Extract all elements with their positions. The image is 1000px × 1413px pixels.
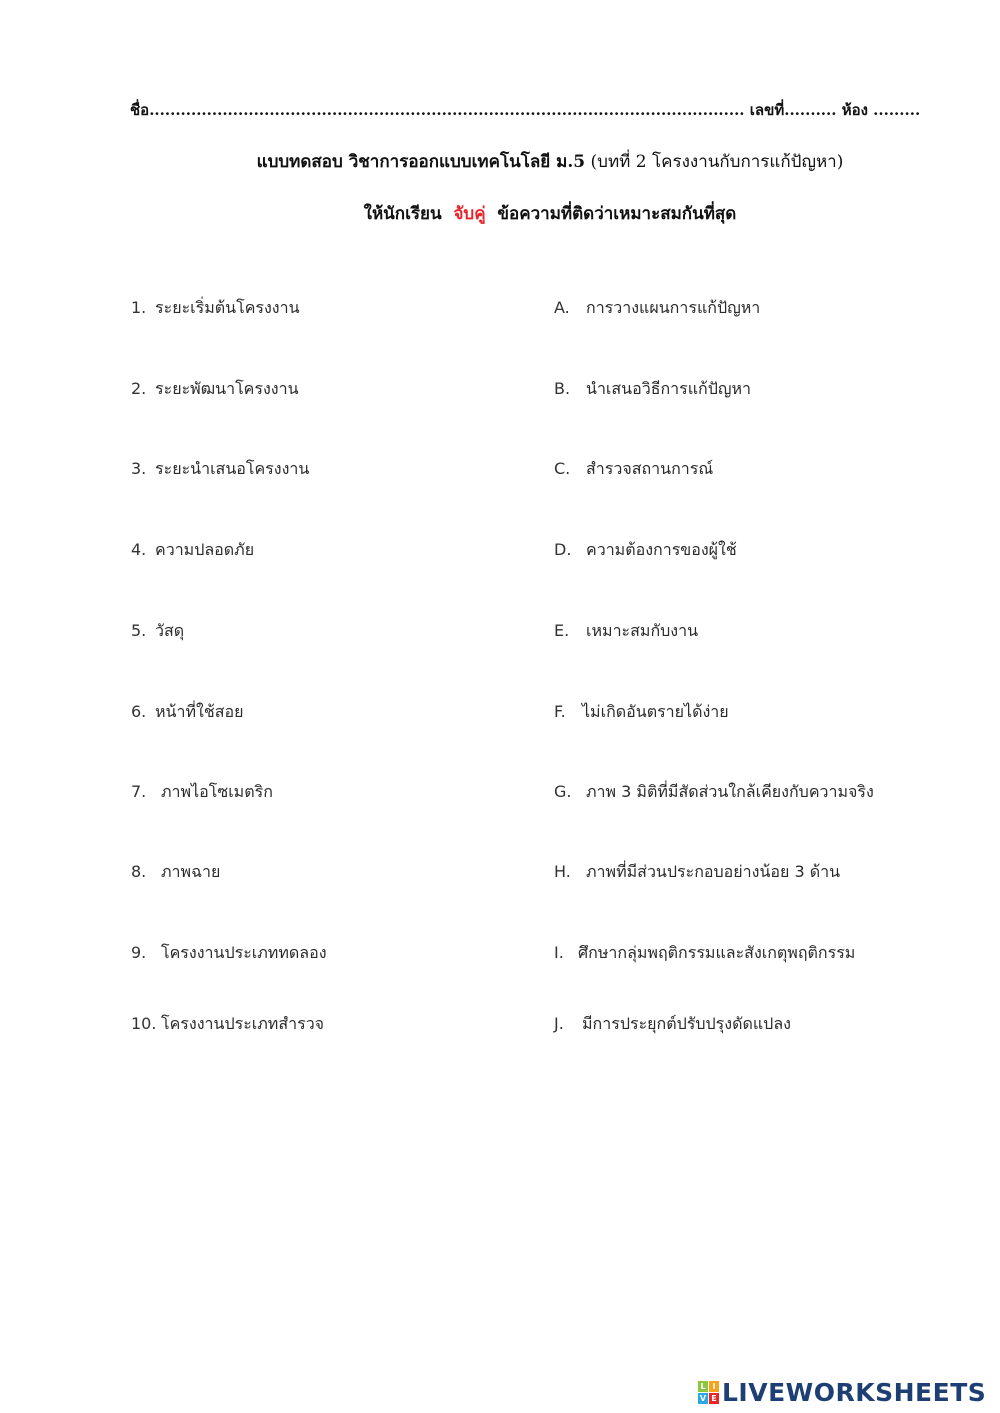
right-item-g[interactable]: [554, 780, 874, 805]
title-main: แบบทดสอบ วิชาการออกแบบเทคโนโลยี ม.5: [256, 152, 586, 172]
item-number: 10.: [131, 1014, 157, 1033]
item-text: ไม่เกิดอันตรายได้ง่าย: [582, 702, 729, 721]
page-title: [0, 148, 1000, 175]
item-letter: B.: [554, 379, 571, 398]
logo-tile-i: I: [709, 1381, 719, 1392]
item-text: ศึกษากลุ่มพฤติกรรมและสังเกตุพฤติกรรม: [578, 943, 856, 962]
item-text: ความต้องการของผู้ใช้: [586, 540, 737, 559]
instruction: [0, 200, 1000, 227]
room-blank[interactable]: .........: [873, 101, 921, 119]
right-item-h[interactable]: [554, 860, 840, 885]
number-blank[interactable]: ..........: [784, 101, 837, 119]
right-item-f[interactable]: [554, 700, 729, 725]
item-text: ระยะนำเสนอโครงงาน: [155, 459, 310, 478]
item-number: 7.: [131, 782, 147, 801]
left-item-3[interactable]: [131, 457, 309, 482]
left-item-1[interactable]: [131, 296, 300, 321]
instruction-highlight: จับคู่: [453, 204, 486, 224]
item-text: นำเสนอวิธีการแก้ปัญหา: [586, 379, 752, 398]
name-label: ชื่อ: [130, 101, 150, 119]
item-letter: A.: [554, 298, 570, 317]
item-number: 6.: [131, 702, 147, 721]
right-item-d[interactable]: [554, 538, 737, 563]
left-item-2[interactable]: [131, 377, 299, 402]
logo-tiles-icon: [698, 1381, 719, 1404]
item-text: โครงงานประเภททดลอง: [161, 943, 327, 962]
student-info-line: [130, 98, 921, 122]
item-text: มีการประยุกต์ปรับปรุงดัดแปลง: [582, 1014, 791, 1033]
item-letter: D.: [554, 540, 572, 559]
item-text: ความปลอดภัย: [155, 540, 255, 559]
item-text: ระยะเริ่มต้นโครงงาน: [155, 298, 300, 317]
item-letter: G.: [554, 782, 572, 801]
item-number: 4.: [131, 540, 147, 559]
title-chapter: (บทที่ 2 โครงงานกับการแก้ปัญหา): [590, 152, 844, 172]
right-item-e[interactable]: [554, 619, 698, 644]
room-label: ห้อง: [841, 101, 868, 119]
item-text: สำรวจสถานการณ์: [586, 459, 714, 478]
item-letter: F.: [554, 702, 566, 721]
logo-text: LIVEWORKSHEETS: [722, 1378, 987, 1407]
item-letter: I.: [554, 943, 564, 962]
instruction-before: ให้นักเรียน: [363, 204, 442, 224]
logo-tile-l: L: [698, 1381, 708, 1392]
item-number: 8.: [131, 862, 147, 881]
left-item-9[interactable]: [131, 941, 327, 966]
logo-tile-e: E: [709, 1393, 719, 1404]
name-blank[interactable]: ..................................................................................................................: [149, 101, 745, 119]
right-item-a[interactable]: [554, 296, 760, 321]
item-letter: E.: [554, 621, 570, 640]
right-item-i[interactable]: [554, 941, 855, 966]
item-text: วัสดุ: [155, 621, 185, 640]
item-number: 3.: [131, 459, 147, 478]
logo-tile-v: V: [699, 1394, 707, 1403]
item-number: 5.: [131, 621, 147, 640]
item-letter: C.: [554, 459, 571, 478]
item-text: ภาพ 3 มิติที่มีสัดส่วนใกล้เคียงกับความจริง: [586, 782, 874, 801]
left-item-7[interactable]: [131, 780, 273, 805]
instruction-after: ข้อความที่ติดว่าเหมาะสมกันที่สุด: [497, 204, 737, 224]
item-text: ระยะพัฒนาโครงงาน: [155, 379, 299, 398]
item-text: ภาพไอโซเมตริก: [161, 782, 273, 801]
left-item-6[interactable]: [131, 700, 243, 725]
item-text: หน้าที่ใช้สอย: [155, 702, 244, 721]
left-item-8[interactable]: [131, 860, 220, 885]
left-item-5[interactable]: [131, 619, 184, 644]
right-item-j[interactable]: [554, 1012, 791, 1037]
left-item-4[interactable]: [131, 538, 254, 563]
item-text: การวางแผนการแก้ปัญหา: [586, 298, 761, 317]
right-item-c[interactable]: [554, 457, 713, 482]
item-letter: J.: [554, 1014, 564, 1033]
item-text: เหมาะสมกับงาน: [586, 621, 699, 640]
liveworksheets-logo: [698, 1378, 986, 1407]
left-item-10[interactable]: [131, 1012, 324, 1037]
number-label: เลขที่: [749, 101, 785, 119]
item-number: 2.: [131, 379, 147, 398]
item-number: 9.: [131, 943, 147, 962]
right-item-b[interactable]: [554, 377, 751, 402]
item-text: โครงงานประเภทสำรวจ: [161, 1014, 325, 1033]
item-text: ภาพฉาย: [161, 862, 221, 881]
item-number: 1.: [131, 298, 147, 317]
item-letter: H.: [554, 862, 571, 881]
item-text: ภาพที่มีส่วนประกอบอย่างน้อย 3 ด้าน: [586, 862, 841, 881]
